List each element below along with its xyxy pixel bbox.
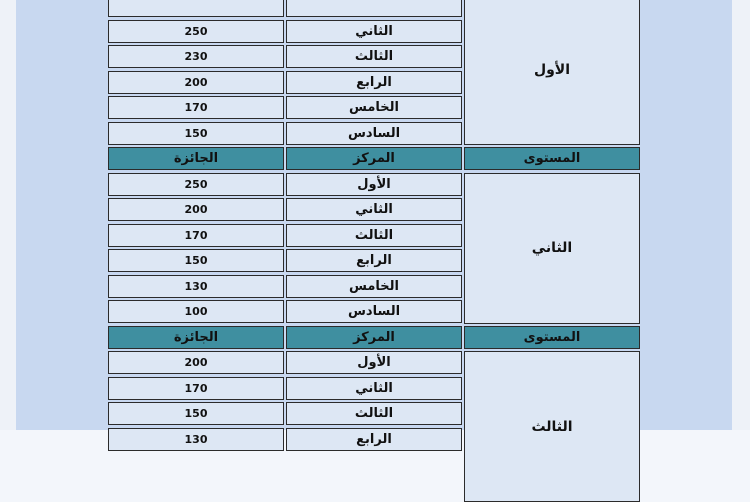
table-header-row bbox=[106, 146, 641, 172]
prize-cell: 130 bbox=[108, 428, 284, 451]
prize-cell: 200 bbox=[108, 351, 284, 374]
level-group-1 bbox=[106, 0, 641, 146]
prize-cell bbox=[108, 0, 284, 17]
prize-cell: 150 bbox=[108, 122, 284, 145]
level-cell: الثاني bbox=[464, 173, 640, 324]
prize-table bbox=[106, 0, 641, 452]
rank-cell: الثالث bbox=[286, 45, 462, 68]
header-prize: الجائزة bbox=[108, 326, 284, 349]
prize-cell: 200 bbox=[108, 71, 284, 94]
prize-cell: 130 bbox=[108, 275, 284, 298]
table-header-row bbox=[106, 325, 641, 351]
prize-cell: 250 bbox=[108, 20, 284, 43]
rank-cell: الرابع bbox=[286, 249, 462, 272]
header-prize: الجائزة bbox=[108, 147, 284, 170]
prize-cell: 150 bbox=[108, 402, 284, 425]
prize-cell: 170 bbox=[108, 377, 284, 400]
prize-cell: 250 bbox=[108, 173, 284, 196]
header-rank: المركز bbox=[286, 147, 462, 170]
prize-cell: 170 bbox=[108, 96, 284, 119]
header-rank: المركز bbox=[286, 326, 462, 349]
rank-cell: الرابع bbox=[286, 428, 462, 451]
header-level: المستوى bbox=[464, 147, 640, 170]
page-margin-left bbox=[0, 0, 16, 430]
rank-cell: الأول bbox=[286, 351, 462, 374]
page-margin-right bbox=[732, 0, 750, 430]
prize-cell: 100 bbox=[108, 300, 284, 323]
level-group-3 bbox=[106, 350, 641, 452]
prize-cell: 170 bbox=[108, 224, 284, 247]
rank-cell: الثاني bbox=[286, 198, 462, 221]
rank-cell: الثاني bbox=[286, 377, 462, 400]
level-cell: الثالث bbox=[464, 351, 640, 502]
rank-cell: الرابع bbox=[286, 71, 462, 94]
prize-cell: 230 bbox=[108, 45, 284, 68]
prize-cell: 200 bbox=[108, 198, 284, 221]
level-cell: الأول bbox=[464, 0, 640, 145]
rank-cell: الثالث bbox=[286, 402, 462, 425]
rank-cell: السادس bbox=[286, 300, 462, 323]
rank-cell: السادس bbox=[286, 122, 462, 145]
level-group-2 bbox=[106, 172, 641, 325]
rank-cell: الثالث bbox=[286, 224, 462, 247]
rank-cell: الخامس bbox=[286, 96, 462, 119]
rank-cell: الخامس bbox=[286, 275, 462, 298]
prize-cell: 150 bbox=[108, 249, 284, 272]
header-level: المستوى bbox=[464, 326, 640, 349]
rank-cell bbox=[286, 0, 462, 17]
rank-cell: الثاني bbox=[286, 20, 462, 43]
rank-cell: الأول bbox=[286, 173, 462, 196]
